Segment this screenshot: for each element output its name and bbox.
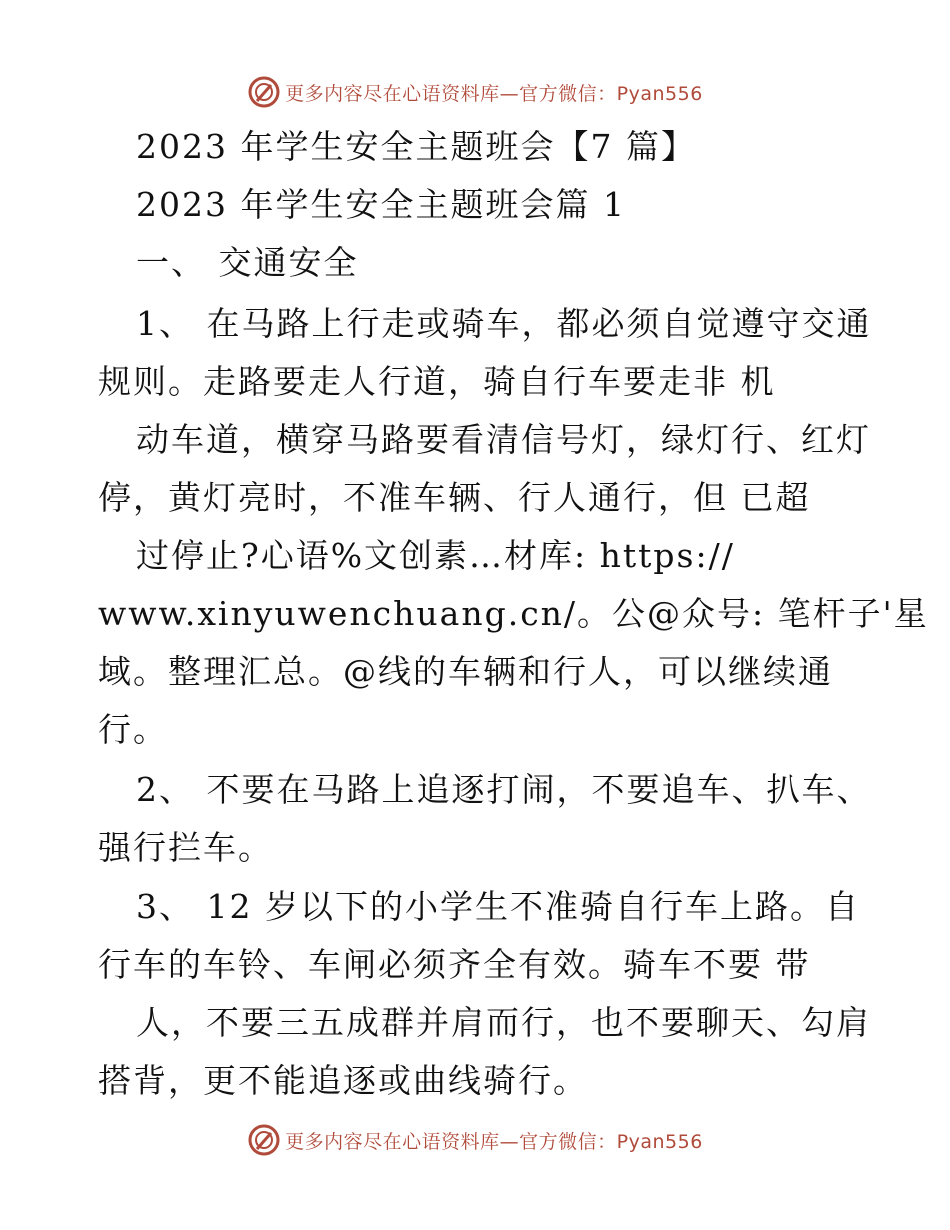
seal-logo-icon	[247, 75, 281, 109]
body-line: 行车的车铃、车闸必须齐全有效。骑车不要 带	[98, 945, 811, 984]
body-line: 强行拦车。	[98, 828, 273, 867]
body-line: 1、 在马路上行走或骑车，都必须自觉遵守交通	[136, 304, 872, 343]
header-banner-text: 更多内容尽在心语资料库—官方微信：Pyan556	[285, 82, 703, 105]
body-line: 过停止?心语%文创素…材库: https://	[136, 536, 735, 575]
body-line: 规则。走路要走人行道，骑自行车要走非 机	[98, 362, 776, 401]
body-line: 搭背，更不能追逐或曲线骑行。	[98, 1061, 588, 1100]
document-subtitle: 2023 年学生安全主题班会篇 1	[136, 185, 626, 224]
body-line: 3、 12 岁以下的小学生不准骑自行车上路。自	[136, 887, 860, 926]
seal-logo-icon	[247, 1123, 281, 1157]
document-title: 2023 年学生安全主题班会【7 篇】	[136, 127, 696, 166]
footer-banner	[0, 1120, 950, 1160]
body-line: 行。	[98, 710, 168, 749]
body-line: 动车道，横穿马路要看清信号灯，绿灯行、红灯	[136, 420, 871, 459]
body-line: www.xinyuwenchuang.cn/。公@众号: 笔杆子'星	[98, 594, 929, 633]
header-banner	[0, 72, 950, 112]
body-line: 停，黄灯亮时，不准车辆、行人通行，但 已超	[98, 478, 811, 517]
body-line: 人，不要三五成群并肩而行，也不要聊天、勾肩	[136, 1003, 871, 1042]
body-line: 2、 不要在马路上追逐打闹，不要追车、扒车、	[136, 770, 872, 809]
footer-banner-text: 更多内容尽在心语资料库—官方微信：Pyan556	[285, 1130, 703, 1153]
body-line: 域。整理汇总。@线的车辆和行人，可以继续通	[98, 652, 833, 691]
section-heading: 一、 交通安全	[136, 243, 359, 282]
